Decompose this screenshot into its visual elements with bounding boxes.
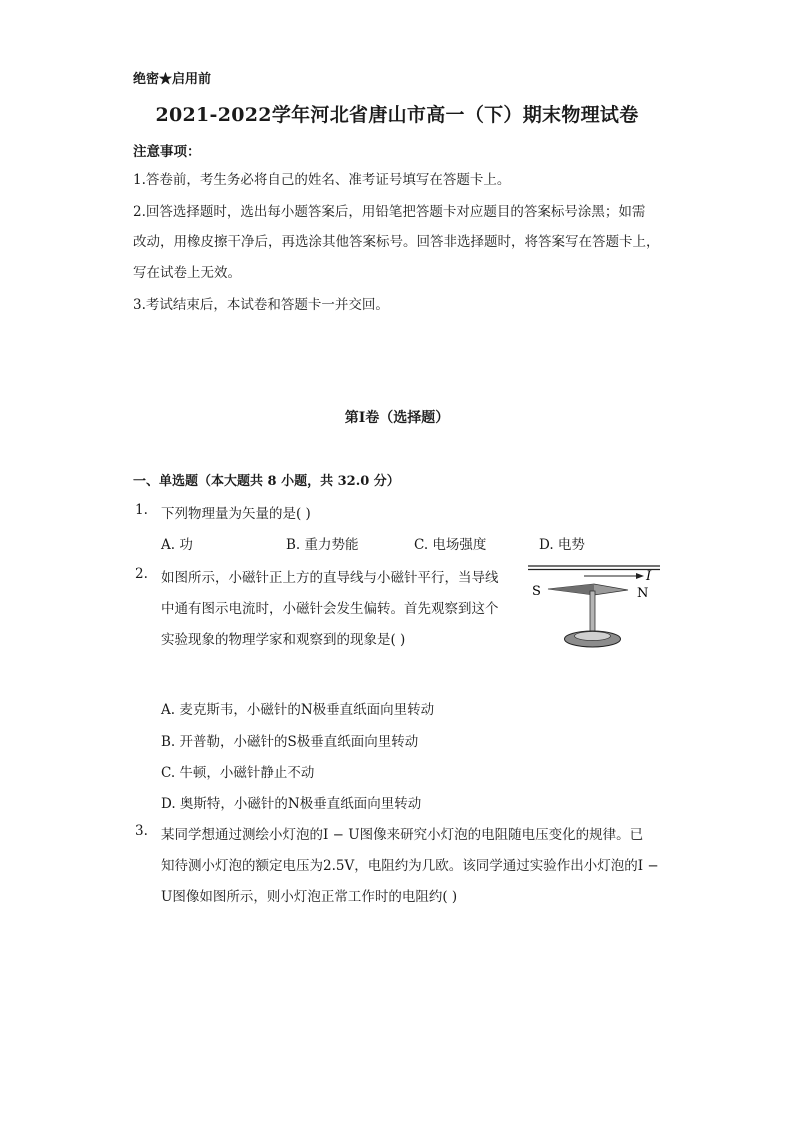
north-label: N: [637, 586, 649, 601]
option-b: B. 重力势能: [286, 537, 359, 553]
notice-line: 写在试卷上无效。: [133, 265, 241, 281]
option-c: C. 牛顿，小磁针静止不动: [161, 765, 315, 781]
compass-wire-figure: [528, 563, 663, 653]
option-d: D. 奥斯特，小磁针的N极垂直纸面向里转动: [161, 796, 422, 812]
question-text: 某同学想通过测绘小灯泡的I − U图像来研究小灯泡的电阻随电压变化的规律。已: [161, 827, 644, 843]
notice-line: 1.答卷前，考生务必将自己的姓名、准考证号填写在答题卡上。: [133, 172, 511, 188]
question-number: 1.: [135, 502, 148, 518]
notice-line: 改动，用橡皮擦干净后，再选涂其他答案标号。回答非选择题时，将答案写在答题卡上，: [133, 234, 660, 250]
section-title: 第I卷（选择题）: [344, 410, 450, 426]
exam-title: 2021-2022学年河北省唐山市高一（下）期末物理试卷: [155, 104, 639, 126]
question-text: 中通有图示电流时，小磁针会发生偏转。首先观察到这个: [161, 601, 499, 617]
question-number: 2.: [135, 566, 148, 582]
question-text: 下列物理量为矢量的是( ): [161, 506, 311, 522]
question-text: 如图所示，小磁针正上方的直导线与小磁针平行，当导线: [161, 570, 499, 586]
notice-heading: 注意事项：: [133, 144, 201, 160]
notice-line: 3.考试结束后，本试卷和答题卡一并交回。: [133, 297, 389, 313]
question-text: 实验现象的物理学家和观察到的现象是( ): [161, 632, 406, 648]
arrow-head-icon: [636, 573, 644, 579]
option-a: A. 功: [161, 537, 193, 553]
confidential-label: 绝密★启用前: [133, 72, 212, 87]
option-b: B. 开普勒，小磁针的S极垂直纸面向里转动: [161, 734, 419, 750]
notice-line: 2.回答选择题时，选出每小题答案后，用铅笔把答题卡对应题目的答案标号涂黑；如需: [133, 204, 646, 220]
question-text: 知待测小灯泡的额定电压为2.5V，电阻约为几欧。该同学通过实验作出小灯泡的I −: [161, 858, 659, 874]
south-label: S: [532, 584, 541, 599]
option-c: C. 电场强度: [414, 537, 487, 553]
compass-base-top: [575, 632, 611, 641]
question-text: U图像如图所示，则小灯泡正常工作时的电阻约( ): [161, 889, 458, 905]
current-label: I: [646, 569, 652, 584]
needle-south-half: [548, 584, 594, 595]
compass-post: [590, 591, 595, 635]
option-d: D. 电势: [539, 537, 585, 553]
question-number: 3.: [135, 823, 148, 839]
option-a: A. 麦克斯韦，小磁针的N极垂直纸面向里转动: [161, 702, 435, 718]
part-heading: 一、单选题（本大题共 8 小题，共 32.0 分）: [133, 474, 400, 489]
